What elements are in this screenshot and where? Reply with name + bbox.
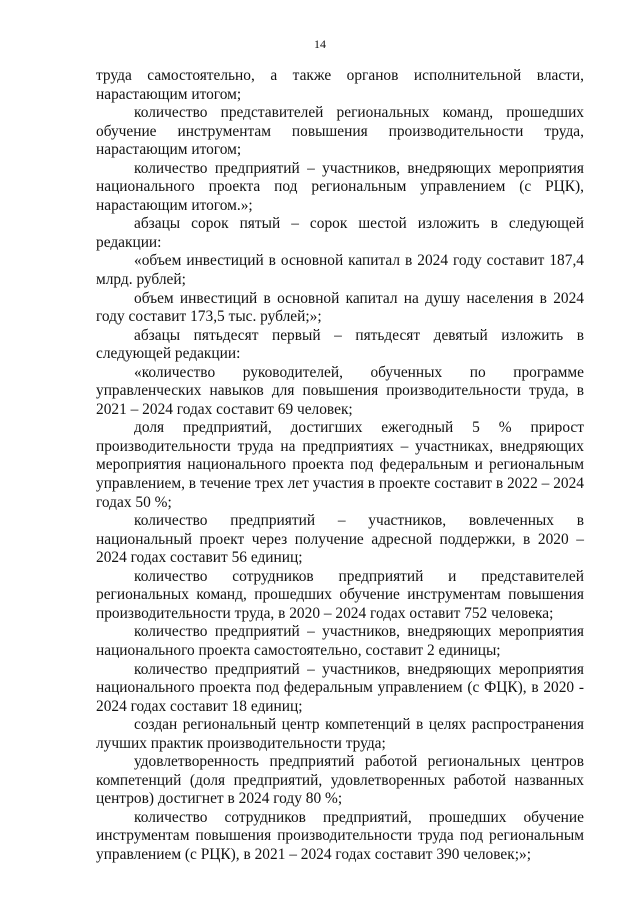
paragraph-trained-employees: количество сотрудников предприятий и представителей региональных команд, прошедших обучение инструментам повышения производительности труда, в 2020 – 2024 годах оставит 752 человека;	[96, 567, 584, 622]
paragraph-trained-representatives: количество представителей региональных команд, прошедших обучение инструментам повышения производительности труда, нарастающим итогом;	[96, 104, 584, 159]
document-body	[96, 67, 584, 865]
paragraph-self-implementing: количество предприятий – участников, внедряющих мероприятия национального проекта самостоятельно, составит 2 единицы;	[96, 623, 584, 659]
paragraph-amendment-51-59: абзацы пятьдесят первый – пятьдесят девятый изложить в следующей редакции:	[96, 326, 584, 363]
paragraph-enterprises-fck: количество предприятий – участников, внедряющих мероприятия национального проекта под федеральным управлением (с ФЦК), в 2020 - 2024 годах составит 18 единиц;	[96, 660, 584, 715]
paragraph-enterprises-rck: количество предприятий – участников, внедряющих мероприятия национального проекта под региональным управлением (с РЦК), нарастающим итогом.»;	[96, 159, 584, 214]
paragraph-productivity-growth-share: доля предприятий, достигших ежегодный 5 % прирост производительности труда на предприятиях – участниках, внедряющих мероприятия национального проекта под федеральным и региональным управлением, в течение трех лет участия в проекте составит в 2022 – 2024 годах 50 %;	[96, 419, 584, 511]
paragraph-targeted-support: количество предприятий – участников, вовлеченных в национальный проект через получение адресной поддержки, в 2020 – 2024 годах составит 56 единиц;	[96, 512, 584, 567]
paragraph-investment-per-capita: объем инвестиций в основной капитал на душу населения в 2024 году составит 173,5 тыс. рублей;»;	[96, 289, 584, 326]
paragraph-trained-rck-employees: количество сотрудников предприятий, прошедших обучение инструментам повышения производительности труда под региональным управлением (с РЦК), в 2021 – 2024 годах составит 390 человек;»;	[96, 808, 584, 863]
paragraph-amendment-45-46: абзацы сорок пятый – сорок шестой изложить в следующей редакции:	[96, 215, 584, 251]
paragraph-continuation: труда самостоятельно, а также органов исполнительной власти, нарастающим итогом;	[96, 67, 584, 103]
paragraph-satisfaction: удовлетворенность предприятий работой региональных центров компетенций (доля предприятий, удовлетворенных работой названных центров) достигнет в 2024 году 80 %;	[96, 753, 584, 808]
page-number: 14	[314, 37, 326, 51]
paragraph-competence-center: создан региональный центр компетенций в целях распространения лучших практик производительности труда;	[96, 716, 584, 752]
paragraph-capital-investment: «объем инвестиций в основной капитал в 2024 году составит 187,4 млрд. рублей;	[96, 252, 584, 289]
paragraph-trained-managers: «количество руководителей, обученных по программе управленческих навыков для повышения производительности труда, в 2021 – 2024 годах составит 69 человек;	[96, 363, 584, 418]
